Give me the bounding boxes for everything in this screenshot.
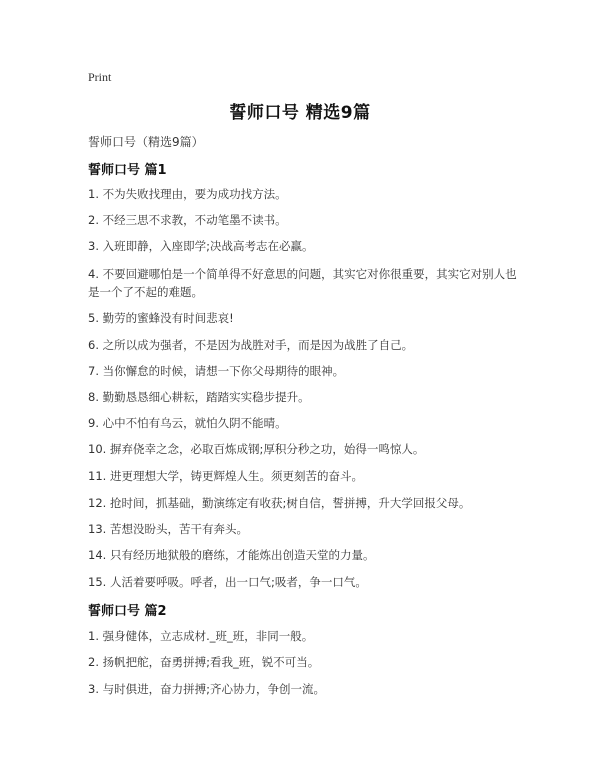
list-item: 3. 与时俱进，奋力拼搏;齐心协力，争创一流。 [88, 682, 325, 696]
list-item: 3. 入班即静，入座即学;决战高考志在必赢。 [88, 239, 314, 253]
list-item: 13. 苦想没盼头，苦干有奔头。 [88, 522, 248, 536]
section-heading-2: 誓师口号 篇2 [88, 604, 167, 619]
list-item: 2. 扬帆把舵，奋勇拼搏;看我_班，锐不可当。 [88, 655, 320, 669]
list-item: 2. 不经三思不求教，不动笔墨不读书。 [88, 213, 287, 227]
print-label[interactable]: Print [88, 70, 112, 84]
list-item: 15. 人活着要呼吸。呼者，出一口气;吸者，争一口气。 [88, 575, 367, 589]
list-item: 12. 抢时间，抓基础，勤演练定有收获;树自信，誓拼搏，升大学回报父母。 [88, 496, 471, 510]
list-item: 11. 进更理想大学，铸更辉煌人生。须更刻苦的奋斗。 [88, 469, 363, 483]
list-item: 1. 不为失败找理由，要为成功找方法。 [88, 187, 287, 201]
list-item: 9. 心中不怕有乌云，就怕久阴不能晴。 [88, 416, 287, 430]
section-heading-1: 誓师口号 篇1 [88, 163, 167, 178]
list-item: 4. 不要回避哪怕是一个简单得不好意思的问题，其实它对你很重要，其实它对别人也是一个了不起的难题。 [88, 267, 517, 299]
list-item: 14. 只有经历地狱般的磨练，才能炼出创造天堂的力量。 [88, 548, 375, 562]
list-item: 5. 勤劳的蜜蜂没有时间悲哀! [88, 311, 234, 325]
document-title: 誓师口号 精选9篇 [229, 103, 371, 123]
list-item: 10. 摒弃侥幸之念，必取百炼成钢;厚积分秒之功，始得一鸣惊人。 [88, 442, 425, 456]
list-item: 6. 之所以成为强者，不是因为战胜对手，而是因为战胜了自己。 [88, 338, 414, 352]
list-item: 1. 强身健体，立志成材._班_班，非同一般。 [88, 629, 314, 643]
document-subtitle: 誓师口号（精选9篇） [88, 135, 204, 149]
list-item: 8. 勤勤恳恳细心耕耘，踏踏实实稳步提升。 [88, 390, 310, 404]
list-item: 7. 当你懈怠的时候，请想一下你父母期待的眼神。 [88, 364, 345, 378]
